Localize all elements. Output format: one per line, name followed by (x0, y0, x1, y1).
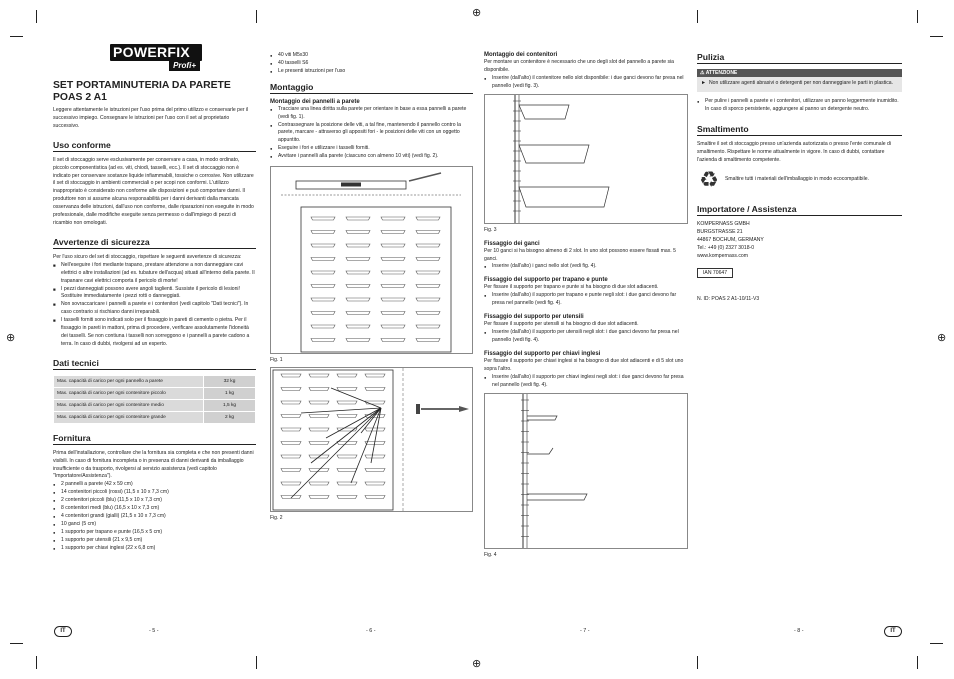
panel-slot (381, 325, 405, 328)
figure-1 (270, 166, 473, 354)
panel-slot (337, 469, 357, 472)
figure-4-drawing (485, 394, 687, 548)
panel-slot (281, 455, 301, 458)
smaltimento-text: Smaltire il set di stoccaggio presso un'azienda autorizzata o presso l'ente comunale di smaltimento. Rispettare le norme attualmente in vigore. In caso di dubbi, contattare l'azienda di smaltimento competente. (697, 140, 891, 163)
panel-slot (381, 258, 405, 261)
panel-slot (311, 231, 335, 234)
list-item: ● Inserire (dall'alto) il supporto per utensili negli slot: i due ganci devono far presa nel pannello (vedi fig. 4). (484, 329, 688, 345)
crop-mark (256, 10, 257, 23)
list-item: ● 14 contenitori piccoli (rossi) (11,5 x 10 x 7,3 cm) (53, 489, 256, 497)
crop-mark (256, 656, 257, 669)
list-item: ● 1 supporto per trapano e punte (16,5 x 5 cm) (53, 529, 256, 537)
page-title (53, 80, 256, 103)
smaltimento-heading: Smaltimento (697, 124, 902, 136)
list-item: ● 40 viti M5x30 (270, 52, 473, 60)
contenitori-list (484, 75, 688, 91)
panel-slot (337, 482, 357, 485)
page-number-7: - 7 - (580, 628, 590, 634)
panel-slot (381, 285, 405, 288)
id-text: N. ID: POAS 2 A1-10/11-V3 (697, 295, 760, 302)
list-item: ● 2 pannelli a parete (42 x 59 cm) (53, 481, 256, 489)
avvertenze-intro: Per l'uso sicuro del set di stoccaggio, rispettare le seguenti avvertenze di sicurezza: (53, 253, 242, 260)
panel-slot (381, 312, 405, 315)
warning-icon: ⚠ (700, 70, 706, 76)
list-item: ● 4 contenitori grandi (gialli) (21,5 x 10 x 7,3 cm) (53, 513, 256, 521)
list-item: ● Contrassegnare la posizione delle viti, a tal fine, mantenendo il pannello contro la parete, marcare - attraverso gli appositi fori - le posizioni delle viti con un oggetto appuntito. (270, 122, 473, 146)
title-line-1: SET PORTAMINUTERIA DA PARETE (53, 80, 231, 91)
list-item: ● Avvitare i pannelli alla parete (ciascuno con almeno 10 viti) (vedi fig. 2). (270, 153, 473, 161)
panel-slot (416, 312, 440, 315)
table-row (54, 375, 256, 387)
panel-slot (416, 298, 440, 301)
panel-slot (311, 244, 335, 247)
logo-brand: POWERFIX (110, 44, 202, 61)
contenitori-text: Per montare un contenitore è necessario che uno degli slot del pannello a parete sia disponibile. (484, 59, 675, 73)
panel-slot (337, 496, 357, 499)
arrow-icon: ► (701, 80, 707, 86)
panel-slot (309, 374, 329, 377)
table-row (54, 411, 256, 423)
figure-2 (270, 367, 473, 512)
list-item: ● 1 supporto per utensili (21 x 9,5 cm) (53, 537, 256, 545)
fornitura-heading: Fornitura (53, 433, 256, 445)
dati-table (53, 375, 256, 424)
panel-slot (346, 231, 370, 234)
crop-mark (930, 36, 943, 37)
table-cell: Max. capacità di carico per ogni contenitore medio (54, 399, 204, 411)
uso-heading: Uso conforme (53, 140, 256, 152)
panel-slot (381, 298, 405, 301)
panel-slot (365, 455, 385, 458)
page-number-5: - 5 - (149, 628, 159, 634)
avvertenze-list (53, 262, 256, 349)
crop-mark (917, 10, 918, 23)
panel-slot (365, 482, 385, 485)
chiavi-list (484, 374, 688, 390)
contenitori-heading: Montaggio dei contenitori (484, 52, 558, 58)
importatore-heading: Importatore / Assistenza (697, 204, 902, 216)
intro-text: Leggere attentamente le istruzioni per l'uso prima del primo utilizzo e conservarle per il successivo impiego. Consegnare le istruzioni per l'uso con il set al proprietario successivo. (53, 107, 249, 129)
table-cell: 1,5 kg (204, 399, 256, 411)
panel-slot (311, 285, 335, 288)
figure-1-drawing (271, 167, 472, 353)
panel-slot (416, 271, 440, 274)
panel-slot (346, 244, 370, 247)
figure-1-caption: Fig. 1 (270, 357, 283, 364)
panel-slot (311, 312, 335, 315)
registration-mark-icon: ⊕ (6, 332, 16, 344)
list-item: ● Tracciare una linea diritta sulla parete per orientare in base a essa pannelli a parete (vedi fig. 1). (270, 106, 473, 122)
brand-logo (110, 44, 202, 72)
avvertenze-heading: Avvertenze di sicurezza (53, 237, 256, 249)
warning-box (697, 69, 902, 92)
panel-slot (281, 415, 301, 418)
utensili-heading: Fissaggio del supporto per utensili (484, 314, 584, 321)
dati-heading: Dati tecnici (53, 358, 256, 370)
chiavi-heading: Fissaggio del supporto per chiavi inglesi (484, 350, 601, 357)
warning-text-value: Non utilizzare agenti abrasivi o detergenti per non danneggiare le parti in plastica. (709, 80, 894, 86)
crop-mark (697, 10, 698, 23)
list-item: ■ Non sovraccaricare i pannelli a parete e i contenitori (vedi capitolo "Dati tecnici"). In caso contrario si rischiano danni irreparabili. (53, 301, 256, 317)
panel-slot (346, 298, 370, 301)
column-4 (697, 52, 902, 304)
crop-mark (36, 10, 37, 23)
pulizia-list (697, 98, 902, 114)
panel-slot (281, 388, 301, 391)
title-line-2: POAS 2 A1 (53, 91, 107, 103)
pannelli-heading: Montaggio dei pannelli a parete (270, 98, 360, 105)
panel-slot (337, 374, 357, 377)
crop-mark (36, 656, 37, 669)
address-line: www.kompernass.com (697, 253, 748, 260)
recycle-icon: ♻ (699, 167, 719, 193)
list-item: ● Inserire (dall'alto) il supporto per trapano e punte negli slot: i due ganci devono far presa nel pannello (vedi fig. 4). (484, 292, 688, 308)
figure-3 (484, 94, 688, 224)
panel-slot (309, 401, 329, 404)
panel-slot (281, 496, 301, 499)
panel-slot (281, 374, 301, 377)
table-row (54, 399, 256, 411)
panel-slot (281, 469, 301, 472)
panel-slot (337, 401, 357, 404)
table-cell: 1 kg (204, 387, 256, 399)
panel-slot (311, 271, 335, 274)
ian-box: IAN 70647 (697, 268, 733, 278)
trapano-list (484, 292, 688, 308)
panel-slot (281, 442, 301, 445)
panel-slot (416, 217, 440, 220)
panel-slot (309, 442, 329, 445)
panel-slot (337, 455, 357, 458)
panel-slot (281, 401, 301, 404)
panel-slot (381, 217, 405, 220)
recycle-row (697, 168, 902, 192)
list-item: ● Inserire (dall'alto) il supporto per chiavi inglesi negli slot: i due ganci devono far presa nel pannello (vedi fig. 4). (484, 374, 688, 390)
list-item: ● Inserire (dall'alto) i ganci nello slot (vedi fig. 4). (484, 263, 688, 271)
list-item: ● 40 tasselli S6 (270, 60, 473, 68)
panel-slot (309, 388, 329, 391)
language-badge: IT (884, 626, 902, 637)
panel-slot (309, 482, 329, 485)
panel-slot (311, 258, 335, 261)
fornitura-list (53, 481, 256, 552)
panel-slot (337, 415, 357, 418)
panel-slot (346, 217, 370, 220)
panel-slot (365, 428, 385, 431)
crop-mark (930, 643, 943, 644)
address-line: KOMPERNASS GMBH (697, 221, 750, 228)
list-item: ■ I tasselli forniti sono indicati solo per il fissaggio in pareti di cemento o pietra. Per il fissaggio in pareti in mattoni, prima di procedere, verificare assolutamente l'idoneità dei tasselli. Se non contiuna i tasselli non sorreggono e i pannelli a parete cadono a terra. In caso di dubbi, rivolgersi ad un esperto. (53, 317, 256, 349)
language-badge: IT (54, 626, 72, 637)
ganci-text: Per 10 ganci si ha bisogno almeno di 2 slot. In uno slot possono essere fissati max. 5 ganci. (484, 247, 676, 262)
address-line: 44867 BOCHUM, GERMANY (697, 237, 764, 244)
list-item: ● 10 ganci (5 cm) (53, 521, 256, 529)
panel-slot (337, 388, 357, 391)
panel-slot (346, 285, 370, 288)
address-line: Tel.: +49 (0) 2327 3018-0 (697, 245, 755, 252)
table-cell: Max. capacità di carico per ogni contenitore piccolo (54, 387, 204, 399)
list-item: ● Eseguire i fori e utilizzare i tasselli forniti. (270, 145, 473, 153)
panel-slot (416, 339, 440, 342)
list-item: ● Per pulire i pannelli a parete e i contenitori, utilizzare un panno leggermente inumidito. In caso di sporco persistente, aggiungere al panno un detergente neutro. (697, 98, 902, 114)
table-cell: 2 kg (204, 411, 256, 423)
address-line: BURGSTRASSE 21 (697, 229, 743, 236)
registration-mark-icon: ⊕ (472, 658, 482, 670)
fornitura-list-cont (270, 52, 473, 76)
warning-text (701, 80, 898, 88)
pannelli-list (270, 106, 473, 161)
panel-slot (346, 339, 370, 342)
list-item: ● 2 contenitori piccoli (blu) (11,5 x 10 x 7,3 cm) (53, 497, 256, 505)
panel-slot (346, 325, 370, 328)
list-item: ● 8 contenitori medi (blu) (16,5 x 10 x 7,3 cm) (53, 505, 256, 513)
panel-slot (365, 496, 385, 499)
crop-mark (10, 643, 23, 644)
panel-slot (365, 388, 385, 391)
panel-slot (311, 339, 335, 342)
panel-slot (309, 415, 329, 418)
figure-3-caption: Fig. 3 (484, 226, 497, 233)
list-item: ■ Nell'eseguire i fori mediante trapano, prestare attenzione a non danneggiare cavi elettrici o altre installazioni (ad es. tubature dell'acqua) situati all'interno della parete. Il trapanare cavi elettrici comporta il pericolo di morte! (53, 262, 256, 286)
figure-3-drawing (485, 95, 687, 223)
panel-slot (346, 271, 370, 274)
panel-slot (309, 496, 329, 499)
panel-slot (416, 244, 440, 247)
panel-slot (365, 469, 385, 472)
registration-mark-icon: ⊕ (472, 7, 482, 19)
table-row (54, 387, 256, 399)
ganci-list (484, 263, 688, 271)
panel-slot (416, 231, 440, 234)
panel-slot (309, 428, 329, 431)
panel-slot (346, 258, 370, 261)
panel-slot (381, 244, 405, 247)
panel-slot (311, 325, 335, 328)
warning-list (701, 80, 898, 88)
montaggio-heading: Montaggio (270, 82, 473, 94)
logo-sub: Profi+ (169, 61, 200, 71)
panel-slot (416, 258, 440, 261)
panel-slot (311, 298, 335, 301)
list-item: ● Le presenti istruzioni per l'uso (270, 68, 473, 76)
warning-header (697, 69, 902, 77)
column-2 (270, 52, 473, 521)
fornitura-text: Prima dell'installazione, controllare che la fornitura sia completa e che non presenti danni visibili. In caso di fornitura incompleta o in presenza di danni derivanti da imballaggio insufficiente o da trasporto, rivolgersi al servizio assistenza (vedi capitolo "Importatore/Assistenza"). (53, 449, 254, 480)
page-number-6: - 6 - (366, 628, 376, 634)
panel-slot (311, 217, 335, 220)
table-cell: Max. capacità di carico per ogni pannello a parete (54, 375, 204, 387)
panel-slot (281, 482, 301, 485)
uso-text: Il set di stoccaggio serve esclusivamente per conservare a casa, in modo ordinato, piccolo componentistica (ad es. viti, chiodi, tasselli, ecc.). Il set di stoccaggio non è indicato per conservare sostanze liquide infiammabili, tossiche o corrosive. Non utilizzare il set di stoccaggio in ambienti commerciali o per scopi non conformi. L'utilizzo inappropriato è considerato non conforme alle disposizioni e può comportare danni. Il produttore non si assume alcuna responsabilità per i danni derivanti dalla mancata osservanza delle istruzioni, dall'uso non conforme, dalle riparazioni non eseguite in modo professionale, dalle modifiche eseguite senza permesso o dall'impiego di pezzi di ricambio non omologati. (53, 156, 254, 226)
column-3 (484, 52, 688, 558)
trapano-text: Per fissare il supporto per trapano e punte si ha bisogno di due slot adiacenti. (484, 284, 659, 291)
figure-4-caption: Fig. 4 (484, 552, 497, 559)
table-cell: 32 kg (204, 375, 256, 387)
panel-slot (365, 374, 385, 377)
trapano-heading: Fissaggio del supporto per trapano e punte (484, 277, 608, 284)
ganci-heading: Fissaggio dei ganci (484, 240, 540, 247)
panel-slot (381, 339, 405, 342)
table-cell: Max. capacità di carico per ogni contenitore grande (54, 411, 204, 423)
figure-4 (484, 393, 688, 549)
crop-mark (917, 656, 918, 669)
column-1 (53, 107, 256, 553)
utensili-list (484, 329, 688, 345)
warning-title: ATTENZIONE (705, 70, 738, 76)
crop-mark (10, 36, 23, 37)
panel-slot (381, 231, 405, 234)
list-item: ■ I pezzi danneggiati possono avere angoli taglienti. Sussiste il pericolo di lesioni! Sostituire immediatamente i pezzi rotti o danneggiati. (53, 286, 256, 302)
crop-mark (697, 656, 698, 669)
registration-mark-icon: ⊕ (937, 332, 947, 344)
figure-2-caption: Fig. 2 (270, 515, 283, 522)
page-number-8: - 8 - (794, 628, 804, 634)
figure-2-drawing (271, 368, 472, 511)
recycle-text: Smaltire tutti i materiali dell'imballaggio in modo ecocompatibile. (725, 176, 869, 183)
panel-slot (381, 271, 405, 274)
panel-slot (416, 285, 440, 288)
panel-slot (346, 312, 370, 315)
chiavi-text: Per fissare il supporto per chiavi inglesi si ha bisogno di due slot adiacenti e di 5 slot uno sopra l'altro. (484, 357, 684, 372)
list-item: ● 1 supporto per chiavi inglesi (22 x 6,8 cm) (53, 545, 256, 553)
panel-slot (281, 428, 301, 431)
list-item: ● Inserire (dall'alto) il contenitore nello slot disponibile: i due ganci devono far presa nel pannello (vedi fig. 3). (484, 75, 688, 91)
utensili-text: Per fissare il supporto per utensili si ha bisogno di due slot adiacenti. (484, 321, 639, 328)
pulizia-heading: Pulizia (697, 52, 902, 64)
panel-slot (416, 325, 440, 328)
